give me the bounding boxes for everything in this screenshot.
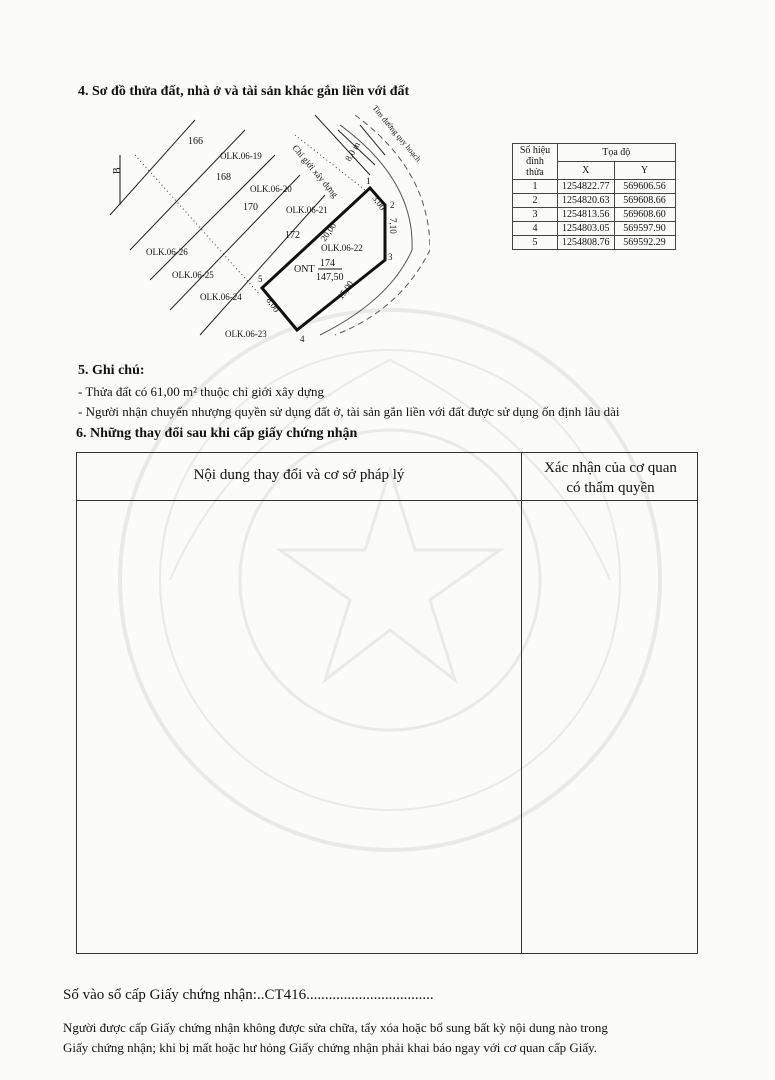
coord-y: 569606.56	[614, 180, 675, 194]
coord-x: 1254803.05	[558, 222, 615, 236]
land-code: ONT	[294, 264, 315, 275]
footer-note-line2: Giấy chứng nhận; khi bị mất hoặc hư hỏng Giấy chứng nhận phải khai báo ngay với cơ quan cấp Giấy.	[63, 1040, 598, 1055]
header-y: Y	[614, 162, 675, 180]
label-olk0622: OLK.06-22	[321, 243, 363, 253]
coordinate-table	[512, 143, 676, 250]
label-olk0626: OLK.06-26	[146, 247, 188, 257]
build-line-label: Chỉ giới xây dựng	[290, 142, 341, 200]
north-label: B	[112, 167, 123, 174]
vertex-4: 4	[300, 334, 305, 344]
vertex-id: 3	[513, 208, 558, 222]
label-olk0620: OLK.06-20	[250, 184, 292, 194]
lot-168: 168	[216, 172, 231, 183]
lot-170: 170	[243, 202, 258, 213]
edge-2000: 20,00	[318, 220, 339, 244]
coord-x: 1254808.76	[558, 236, 615, 250]
table-row	[513, 194, 676, 208]
changes-table	[76, 452, 698, 954]
registry-value: CT416	[264, 987, 307, 1003]
lot-166: 166	[188, 136, 203, 147]
coord-y: 569608.66	[614, 194, 675, 208]
road-center-label: Tim đường quy hoạch	[370, 103, 423, 164]
label-olk0619: OLK.06-19	[220, 151, 262, 161]
vertex-id: 2	[513, 194, 558, 208]
note-line-1: - Thửa đất có 61,00 m² thuộc chỉ giới xây dựng	[78, 384, 324, 399]
edge-300: 3,00	[370, 193, 388, 213]
parcel-number: 174	[320, 258, 335, 269]
vertex-5: 5	[258, 274, 263, 284]
label-olk0625: OLK.06-25	[172, 270, 214, 280]
lot-172: 172	[285, 230, 300, 241]
confirm-header-line2: có thẩm quyền	[566, 480, 655, 496]
section6-title: 6. Những thay đổi sau khi cấp giấy chứng nhận	[76, 426, 358, 441]
section5-title: 5. Ghi chú:	[78, 363, 145, 378]
registry-label: Số vào sổ cấp Giấy chứng nhận:	[63, 987, 257, 1003]
label-olk0624: OLK.06-24	[200, 292, 242, 302]
footer-note	[63, 1018, 713, 1058]
note-line-2: - Người nhận chuyển nhượng quyền sử dụng đất ở, tài sản gắn liền với đất được sử dụng ổn định lâu dài	[78, 404, 620, 419]
header-coord: Tọa độ	[558, 144, 676, 162]
parcel-area: 147,50	[316, 272, 344, 283]
confirm-header-line1: Xác nhận của cơ quan	[544, 460, 677, 476]
vertex-3: 3	[388, 252, 393, 262]
coord-x: 1254822.77	[558, 180, 615, 194]
column-divider	[521, 453, 522, 953]
vertex-id: 4	[513, 222, 558, 236]
section4-title: 4. Sơ đồ thửa đất, nhà ở và tài sản khác gắn liền với đất	[78, 84, 410, 99]
footer-note-line1: Người được cấp Giấy chứng nhận không được sửa chữa, tẩy xóa hoặc bổ sung bất kỳ nội dung nào trong	[63, 1020, 608, 1035]
table-row	[513, 208, 676, 222]
vertex-id: 5	[513, 236, 558, 250]
vertex-1: 1	[366, 176, 371, 186]
plot-diagram	[100, 100, 430, 350]
coord-y: 569592.29	[614, 236, 675, 250]
table-row	[513, 222, 676, 236]
edge-800: 8,00	[264, 295, 282, 315]
edge-1500: 15,00	[335, 278, 356, 302]
coord-x: 1254813.56	[558, 208, 615, 222]
coord-y: 569608.60	[614, 208, 675, 222]
column-header-content: Nội dung thay đổi và cơ sở pháp lý	[193, 467, 405, 483]
table-row	[513, 236, 676, 250]
vertex-2: 2	[390, 200, 395, 210]
edge-710: 7,10	[388, 218, 398, 234]
label-olk0623: OLK.06-23	[225, 329, 267, 339]
coord-x: 1254820.63	[558, 194, 615, 208]
vertex-id: 1	[513, 180, 558, 194]
north-arrow-icon	[112, 155, 123, 205]
column-header-confirm	[522, 458, 699, 498]
header-vertex: Số hiệu đỉnh thửa	[513, 144, 558, 180]
coord-y: 569597.90	[614, 222, 675, 236]
label-olk0621: OLK.06-21	[286, 205, 328, 215]
registry-line: Số vào sổ cấp Giấy chứng nhận:..CT416..................................	[63, 987, 434, 1003]
dist-8m-label: 8,0 m	[343, 140, 362, 163]
table-row	[513, 180, 676, 194]
header-x: X	[558, 162, 615, 180]
